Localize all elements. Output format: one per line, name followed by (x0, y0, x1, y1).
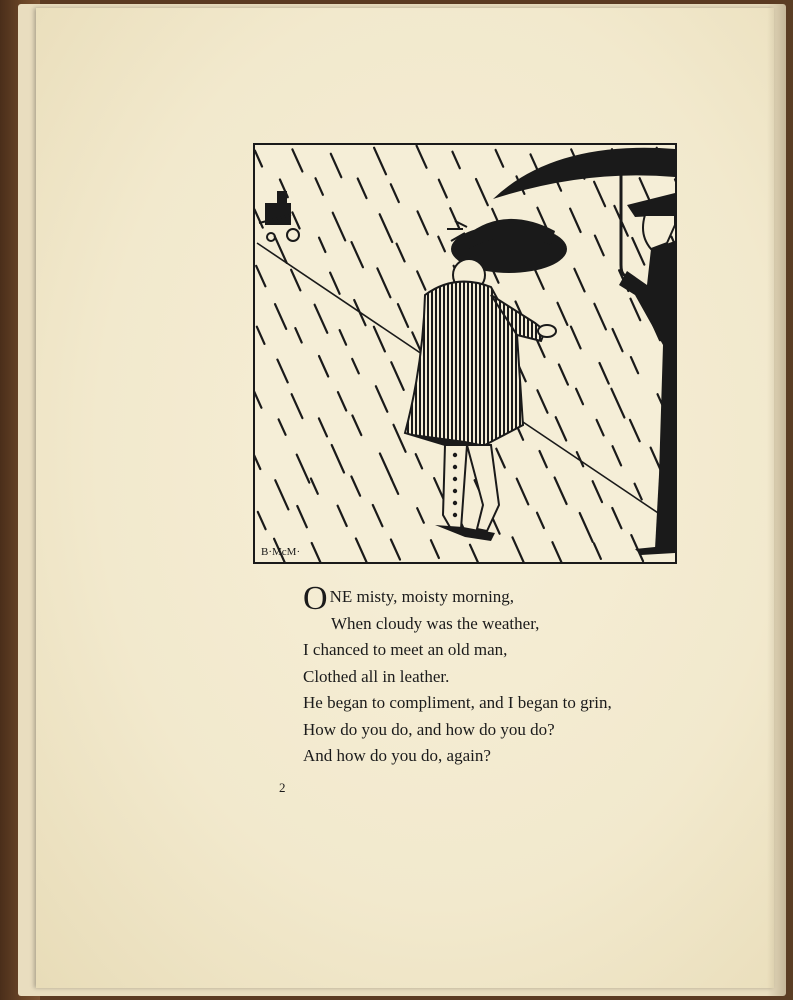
rain-streak (316, 178, 323, 195)
rain-streak (640, 178, 649, 199)
rain-streak (552, 542, 563, 562)
rain-streak (595, 236, 604, 256)
rain-streak (594, 543, 601, 559)
rain-streak (256, 266, 265, 286)
rain-streak (537, 513, 544, 528)
rain-illustration (253, 143, 677, 564)
rain-streak (377, 268, 390, 297)
rain-streak (319, 238, 325, 252)
verse-line-1-text: NE misty, moisty morning, (329, 587, 515, 606)
rain-streak (376, 386, 387, 411)
rain-streak (556, 417, 567, 440)
rain-streak (631, 535, 643, 561)
rain-streak (291, 270, 300, 291)
rain-streak (373, 505, 383, 526)
rain-streak (352, 416, 361, 436)
rain-streak (450, 208, 459, 228)
rain-streak (496, 150, 504, 167)
rain-streak (277, 360, 287, 383)
rain-streak (297, 455, 310, 483)
rain-streak (391, 184, 399, 202)
nursery-rhyme-verse (303, 580, 723, 770)
rain-streak (540, 451, 547, 467)
rain-streak (600, 363, 609, 384)
rain-streak (555, 478, 567, 505)
rain-streak (292, 149, 302, 171)
rain-streak (333, 213, 346, 241)
shoe-shape (635, 545, 675, 555)
rain-streak (356, 539, 367, 563)
rain-streak (331, 154, 342, 177)
rain-streak (319, 418, 327, 436)
rain-streak (571, 327, 581, 349)
rain-streak (374, 148, 386, 175)
rain-streak (330, 273, 340, 294)
rain-streak (496, 449, 505, 468)
rain-streak (380, 454, 392, 480)
rain-streak (255, 448, 260, 469)
rain-streak (374, 327, 385, 352)
rain-streak (632, 238, 644, 265)
rain-streak (570, 209, 581, 232)
rain-streak (597, 420, 604, 436)
rain-streak (257, 327, 265, 344)
rain-streak (537, 390, 547, 412)
rain-streak (416, 454, 422, 468)
rain-streak (470, 545, 481, 562)
rain-streak (593, 481, 602, 502)
rain-streak (391, 540, 400, 560)
rain-streak (340, 330, 347, 345)
rain-streak (292, 212, 299, 228)
rain-streak (258, 512, 266, 529)
rain-streak (439, 180, 447, 198)
rain-streak (431, 540, 439, 558)
rain-streak (315, 305, 328, 333)
rain-streak (312, 543, 322, 562)
rain-streak (279, 419, 286, 434)
rain-streak (613, 329, 623, 351)
rain-streak (476, 179, 488, 205)
verse-line-5: He began to compliment, and I began to grin, (303, 693, 612, 712)
rain-streak (631, 299, 641, 321)
rain-streak (574, 269, 584, 292)
rain-streak (594, 182, 605, 206)
verse-line-2: When cloudy was the weather, (331, 613, 540, 633)
rain-streak (630, 420, 640, 441)
rain-streak (398, 304, 408, 327)
rain-streak (380, 214, 393, 242)
rain-streak (292, 394, 303, 418)
rain-streak (580, 513, 593, 542)
drop-cap-letter: O (303, 580, 328, 617)
rain-streak (394, 425, 406, 452)
rain-streak (319, 356, 328, 377)
verse-line-3: I chanced to meet an old man, (303, 640, 508, 659)
verse-line-7: And how do you do, again? (303, 746, 491, 765)
rain-streak (438, 237, 445, 252)
rain-streak (576, 389, 583, 404)
rain-streak (613, 446, 622, 465)
verse-line-4: Clothed all in leather. (303, 666, 450, 686)
artist-signature: B·McM· (261, 546, 301, 558)
rain-streak (352, 359, 359, 374)
rain-streak (297, 506, 307, 527)
rain-streak (255, 209, 263, 227)
rain-streak (332, 445, 344, 473)
rain-streak (612, 508, 621, 528)
rain-streak (558, 303, 568, 325)
rain-streak (651, 448, 661, 470)
rain-streak (275, 480, 288, 509)
rain-streak (391, 478, 398, 494)
rain-streak (513, 537, 526, 562)
woman-figure (405, 219, 567, 541)
rain-streak (311, 479, 318, 494)
page-edge-shadow (767, 0, 793, 1000)
page-number: 2 (279, 780, 286, 795)
rain-streak (517, 479, 529, 505)
rain-streak (417, 146, 427, 168)
rain-streak (452, 152, 459, 169)
rain-streak (631, 357, 638, 373)
rain-streak (391, 362, 403, 390)
rain-streak (275, 304, 286, 329)
rain-streak (351, 477, 360, 496)
rain-scene-svg (255, 145, 675, 562)
rain-streak (417, 508, 424, 523)
rain-streak (417, 271, 425, 289)
rain-streak (352, 242, 363, 267)
rain-streak (418, 211, 428, 234)
rain-streak (358, 179, 367, 199)
rain-streak (295, 328, 301, 342)
rain-streak (397, 244, 405, 262)
verse-line-1 (303, 580, 723, 617)
verse-line-6: How do you do, and how do you do? (303, 719, 555, 739)
rain-streak (611, 389, 624, 418)
rain-streak (255, 151, 262, 167)
rain-streak (559, 365, 568, 385)
rain-streak (338, 392, 346, 410)
rain-streak (338, 506, 347, 526)
rain-streak (255, 389, 261, 408)
rain-streak (594, 304, 606, 330)
